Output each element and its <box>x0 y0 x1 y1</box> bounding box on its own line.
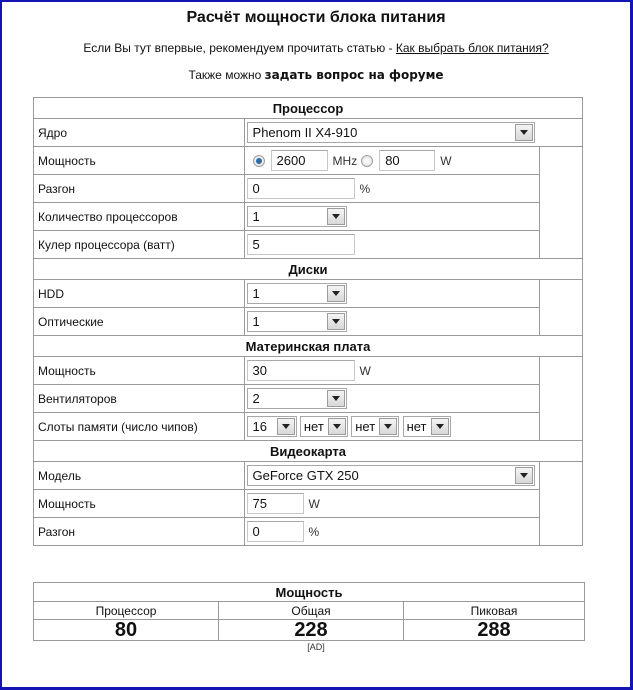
chevron-down-icon <box>515 467 533 484</box>
watt-unit: W <box>440 153 452 168</box>
gpu-power-label: Мощность <box>34 490 245 518</box>
cpu-watt-input[interactable]: 80 <box>379 150 435 171</box>
cpu-cooler-input[interactable]: 5 <box>247 234 355 255</box>
cpu-freq-input[interactable]: 2600 <box>271 150 328 171</box>
gpu-model-label: Модель <box>34 462 245 490</box>
result-peak-label: Пиковая <box>404 602 585 620</box>
mb-slots-label: Слоты памяти (число чипов) <box>34 413 245 441</box>
forum-text <box>2 68 630 82</box>
results-title: Мощность <box>34 583 585 602</box>
cpu-power-field <box>244 147 539 175</box>
mb-fans-select[interactable]: 2 <box>247 388 347 409</box>
hdd-label: HDD <box>34 280 245 308</box>
mb-power-label: Мощность <box>34 357 245 385</box>
chevron-down-icon <box>327 285 345 302</box>
chevron-down-icon <box>379 418 397 435</box>
gpu-power-input[interactable]: 75 <box>247 493 304 514</box>
chevron-down-icon <box>328 418 346 435</box>
chevron-down-icon <box>515 124 533 141</box>
chevron-down-icon <box>327 390 345 407</box>
result-total-label: Общая <box>219 602 404 620</box>
watt-unit: W <box>359 363 371 378</box>
gpu-model-select[interactable]: GeForce GTX 250 <box>247 465 535 486</box>
result-total-value: 228 <box>219 620 404 641</box>
intro-text <box>2 41 630 55</box>
watt-radio[interactable] <box>361 155 373 167</box>
percent-unit: % <box>308 524 320 539</box>
optical-select[interactable]: 1 <box>247 311 347 332</box>
section-disks: Диски <box>34 259 583 280</box>
chevron-down-icon <box>327 313 345 330</box>
mb-power-input[interactable]: 30 <box>247 360 355 381</box>
optical-label: Оптические <box>34 308 245 336</box>
calculator-table <box>33 97 583 546</box>
memory-slot-2-select[interactable]: нет <box>300 416 348 437</box>
section-gpu: Видеокарта <box>34 441 583 462</box>
memory-slot-3-select[interactable]: нет <box>351 416 399 437</box>
ask-forum-link[interactable]: задать вопрос на форуме <box>264 68 444 82</box>
freq-unit: MHz <box>332 153 358 168</box>
how-to-choose-psu-link[interactable]: Как выбрать блок питания? <box>395 41 549 55</box>
cpu-core-label: Ядро <box>34 119 245 147</box>
cpu-count-select[interactable]: 1 <box>247 206 347 227</box>
result-peak-value: 288 <box>404 620 585 641</box>
memory-slot-4-select[interactable]: нет <box>403 416 451 437</box>
percent-unit: % <box>359 181 371 196</box>
results-table <box>33 582 585 641</box>
watt-unit: W <box>308 496 320 511</box>
chevron-down-icon <box>431 418 449 435</box>
cpu-cooler-label: Кулер процессора (ватт) <box>34 231 245 259</box>
cpu-power-label: Мощность <box>34 147 245 175</box>
freq-radio[interactable] <box>253 155 265 167</box>
memory-slot-1-select[interactable]: 16 <box>247 416 297 437</box>
result-cpu-label: Процессор <box>34 602 219 620</box>
hdd-select[interactable]: 1 <box>247 283 347 304</box>
gpu-overclock-input[interactable]: 0 <box>247 521 304 542</box>
forum-prefix: Также можно <box>188 68 265 82</box>
chevron-down-icon <box>277 418 295 435</box>
intro-label: Если Вы тут впервые, рекомендуем прочитать статью - <box>83 41 396 55</box>
page-title: Расчёт мощности блока питания <box>186 9 446 26</box>
cpu-overclock-input[interactable]: 0 <box>247 178 355 199</box>
cpu-count-label: Количество процессоров <box>34 203 245 231</box>
section-processor: Процессор <box>34 98 583 119</box>
section-motherboard: Материнская плата <box>34 336 583 357</box>
chevron-down-icon <box>327 208 345 225</box>
gpu-overclock-label: Разгон <box>34 518 245 546</box>
ad-link[interactable]: [AD] <box>307 642 325 652</box>
cpu-core-select[interactable]: Phenom II X4-910 <box>247 122 535 143</box>
result-cpu-value: 80 <box>34 620 219 641</box>
mb-fans-label: Вентиляторов <box>34 385 245 413</box>
cpu-overclock-label: Разгон <box>34 175 245 203</box>
